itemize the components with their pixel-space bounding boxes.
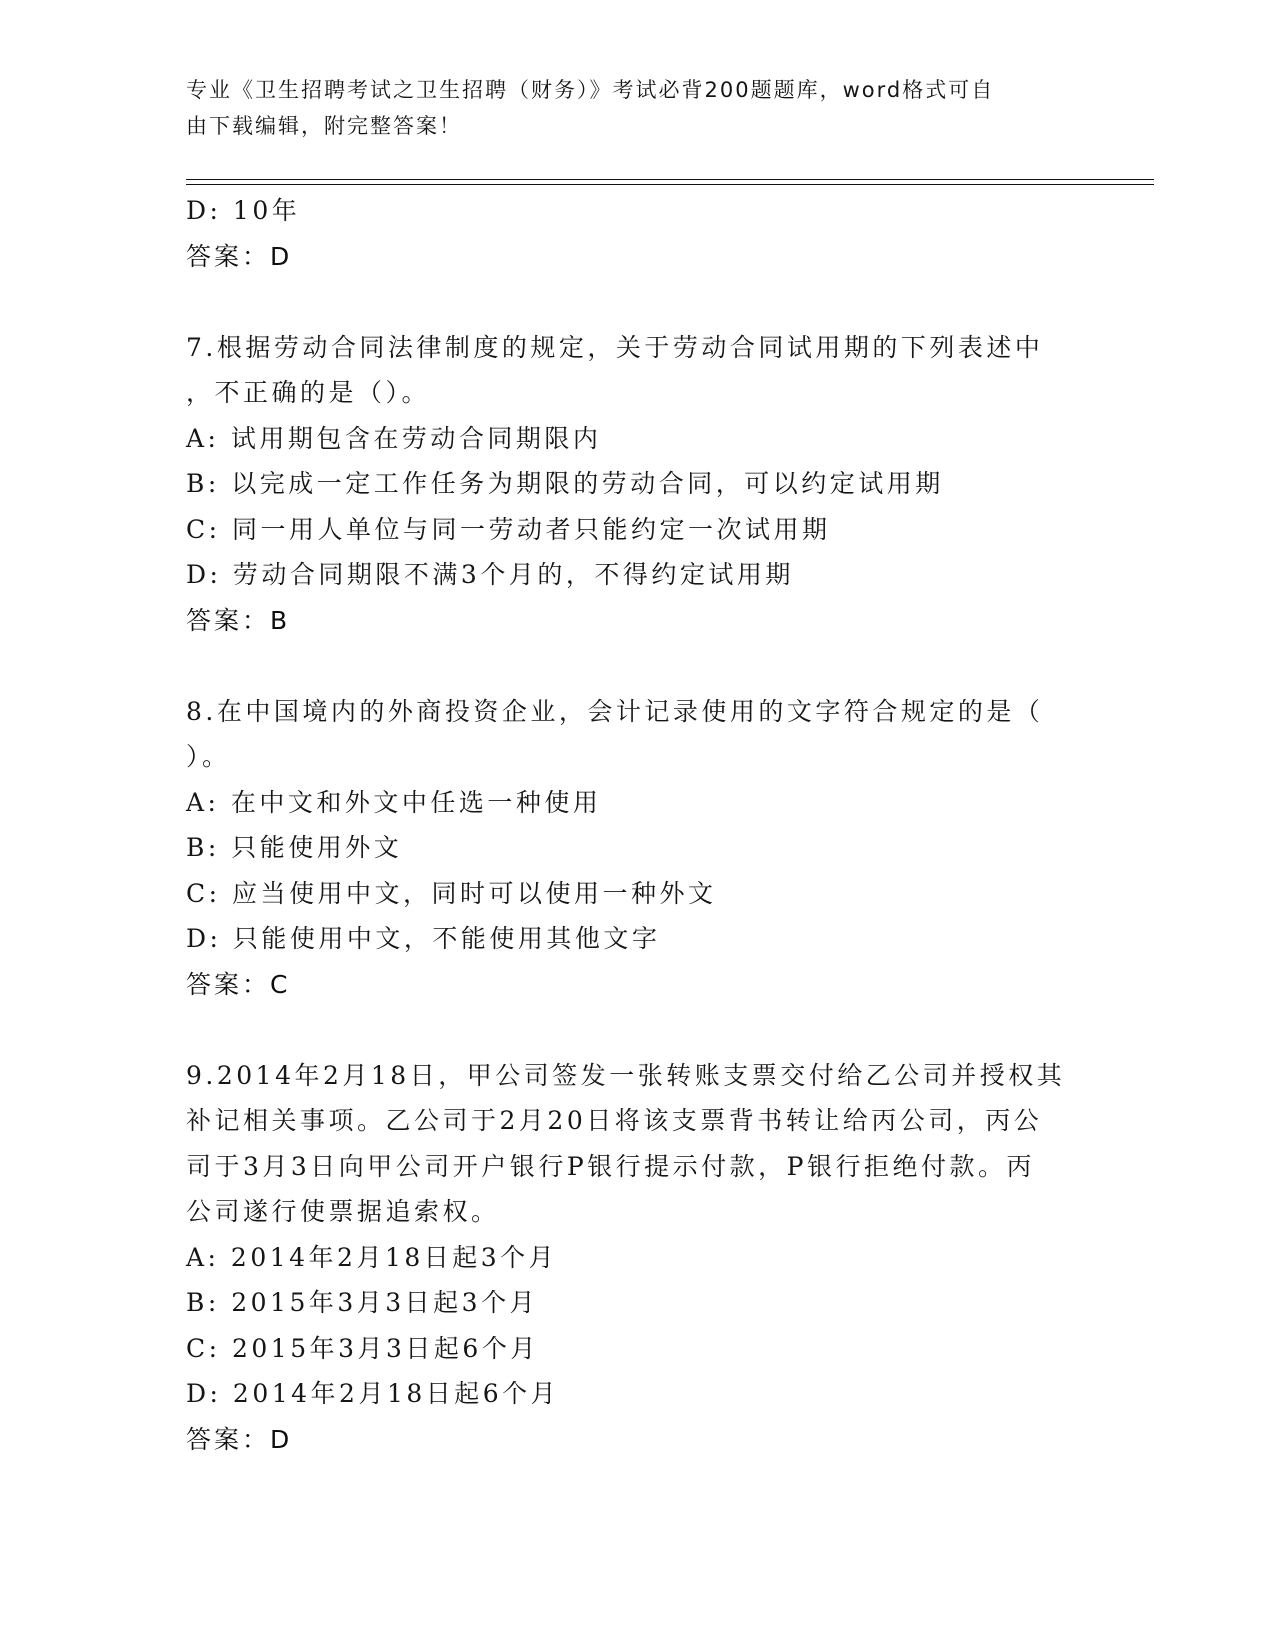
question-stem-line: 8.在中国境内的外商投资企业，会计记录使用的文字符合规定的是（ xyxy=(186,696,1044,726)
question-stem-line: 7.根据劳动合同法律制度的规定，关于劳动合同试用期的下列表述中 xyxy=(186,332,1044,362)
option-d: D: 2014年2月18日起6个月 xyxy=(186,1379,560,1408)
spacer xyxy=(186,1007,1086,1053)
question-stem-line: 9.2014年2月18日，甲公司签发一张转账支票交付给乙公司并授权其 xyxy=(186,1060,1066,1090)
answer-label: 答案： xyxy=(186,1424,271,1454)
header-divider-top xyxy=(186,179,1154,180)
answer-line xyxy=(186,1417,1086,1463)
answer-label: 答案： xyxy=(186,605,271,635)
header-line-1: 专业《卫生招聘考试之卫生招聘（财务）》考试必背200题题库，word格式可自 xyxy=(186,78,995,102)
answer-line xyxy=(186,962,1086,1008)
question-6-tail xyxy=(186,188,1086,279)
answer-value: D xyxy=(270,241,292,271)
question-8 xyxy=(186,689,1086,1008)
question-stem-line: 司于3月3日向甲公司开户银行P银行提示付款，P银行拒绝付款。丙 xyxy=(186,1151,1035,1181)
answer-label: 答案： xyxy=(186,241,271,271)
option-d: D: 10年 xyxy=(186,196,301,225)
option-a: A: 在中文和外文中任选一种使用 xyxy=(186,787,602,817)
option-d: D: 劳动合同期限不满3个月的，不得约定试用期 xyxy=(186,560,794,589)
question-stem-line: 补记相关事项。乙公司于2月20日将该支票背书转让给丙公司，丙公 xyxy=(186,1106,1043,1135)
answer-value: C xyxy=(270,969,290,999)
answer-line xyxy=(186,598,1086,644)
option-b: B: 以完成一定工作任务为期限的劳动合同，可以约定试用期 xyxy=(186,469,944,498)
document-body xyxy=(186,188,1086,1462)
question-9 xyxy=(186,1053,1086,1463)
header-divider-bottom xyxy=(186,184,1154,185)
answer-line xyxy=(186,234,1086,280)
question-7 xyxy=(186,325,1086,644)
answer-value: B xyxy=(270,605,290,635)
header-line-2: 由下载编辑，附完整答案！ xyxy=(186,114,462,138)
option-b: B: 2015年3月3日起3个月 xyxy=(186,1288,539,1317)
spacer xyxy=(186,279,1086,325)
document-header xyxy=(186,72,1066,144)
answer-label: 答案： xyxy=(186,969,271,999)
question-stem-line: ）。 xyxy=(186,742,231,771)
option-a: A: 2014年2月18日起3个月 xyxy=(186,1242,558,1272)
spacer xyxy=(186,643,1086,689)
option-d: D: 只能使用中文，不能使用其他文字 xyxy=(186,924,661,953)
question-stem-line: 公司遂行使票据追索权。 xyxy=(186,1197,500,1226)
option-b: B: 只能使用外文 xyxy=(186,833,403,862)
option-c: C: 2015年3月3日起6个月 xyxy=(186,1333,539,1363)
option-c: C: 应当使用中文，同时可以使用一种外文 xyxy=(186,878,717,908)
question-stem-line: ，不正确的是（）。 xyxy=(186,378,431,407)
answer-value: D xyxy=(270,1424,292,1454)
option-a: A: 试用期包含在劳动合同期限内 xyxy=(186,423,602,453)
option-c: C: 同一用人单位与同一劳动者只能约定一次试用期 xyxy=(186,514,831,544)
